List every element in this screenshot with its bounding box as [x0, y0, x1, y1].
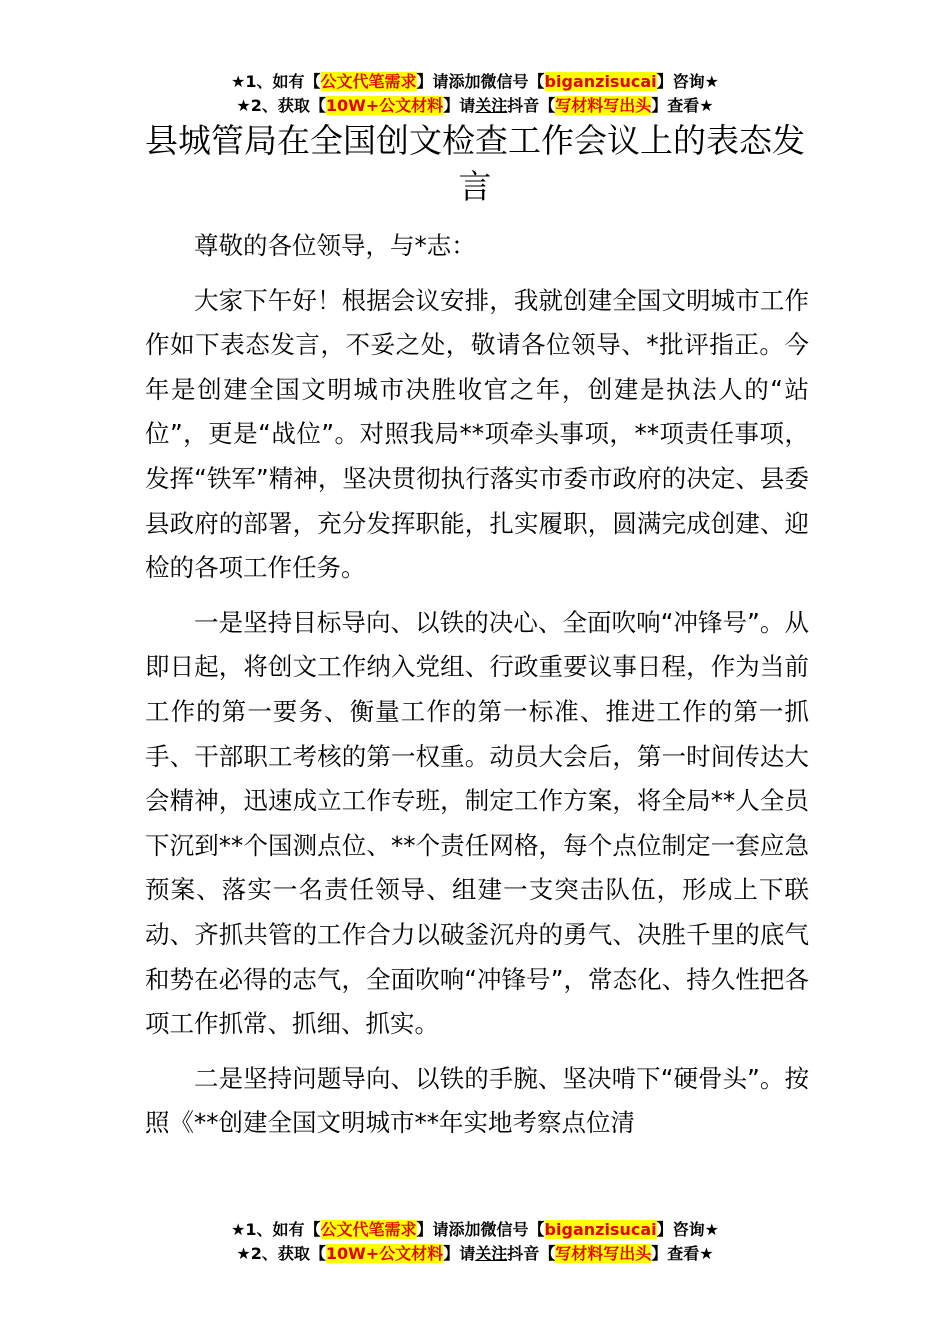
highlight-douyin-account: 写材料写出头 — [555, 96, 652, 115]
salutation: 尊敬的各位领导，与*志： — [194, 231, 476, 260]
paragraph: 二是坚持问题导向、以铁的手腕、坚决啃下“硬骨头”。按照《**创建全国文明城市**年实地考察点位清 — [145, 1063, 809, 1138]
banner-line-1: ★1、如有【公文代笔需求】请添加微信号【biganzisucai】咨询★ — [231, 1220, 719, 1239]
highlight-ghostwriting: 公文代笔需求 — [320, 72, 417, 91]
paragraph: 一是坚持目标导向、以铁的决心、全面吹响“冲锋号”。从即日起，将创文工作纳入党组、行政重要议事日程，作为当前工作的第一要务、衡量工作的第一标准、推进工作的第一抓手、干部职工考核的第一权重。动员大会后，第一时间传达大会精神，迅速成立工作专班，制定工作方案，将全局**人全员下沉到**个国测点位、**个责任网格，每个点位制定一套应急预案、落实一名责任领导、组建一支突击队伍，形成上下联动、齐抓共管的工作合力以破釜沉舟的勇气、决胜千里的底气和势在必得的志气，全面吹响“冲锋号”，常态化、持久性把各项工作抓常、抓细、抓实。 — [145, 607, 809, 1039]
banner-line-2: ★2、获取【10W+公文材料】请关注抖音【写材料写出头】查看★ — [236, 96, 714, 115]
header-banner — [0, 70, 950, 118]
banner-line-1: ★1、如有【公文代笔需求】请添加微信号【biganzisucai】咨询★ — [231, 72, 719, 91]
underlined-follow: 关注 — [475, 1244, 508, 1263]
highlight-wechat-id: biganzisucai — [544, 1220, 657, 1239]
paragraph: 大家下午好！根据会议安排，我就创建全国文明城市工作作如下表态发言，不妥之处，敬请各位领导、*批评指正。今年是创建全国文明城市决胜收官之年，创建是执法人的“站位”，更是“战位”。对照我局**项牵头事项，**项责任事项，发挥“铁军”精神，坚决贯彻执行落实市委市政府的决定、县委县政府的部署，充分发挥职能，扎实履职，圆满完成创建、迎检的各项工作任务。 — [145, 285, 809, 583]
footer-banner — [0, 1218, 950, 1266]
highlight-ghostwriting: 公文代笔需求 — [320, 1220, 417, 1239]
highlight-wechat-id: biganzisucai — [544, 72, 657, 91]
underlined-follow: 关注 — [475, 96, 508, 115]
document-title: 县城管局在全国创文检查工作会议上的表态发言 — [145, 121, 805, 206]
highlight-douyin-account: 写材料写出头 — [555, 1244, 652, 1263]
highlight-materials: 10W+公文材料 — [325, 96, 444, 115]
document-body — [145, 224, 809, 1156]
banner-line-2: ★2、获取【10W+公文材料】请关注抖音【写材料写出头】查看★ — [236, 1244, 714, 1263]
highlight-materials: 10W+公文材料 — [325, 1244, 444, 1263]
